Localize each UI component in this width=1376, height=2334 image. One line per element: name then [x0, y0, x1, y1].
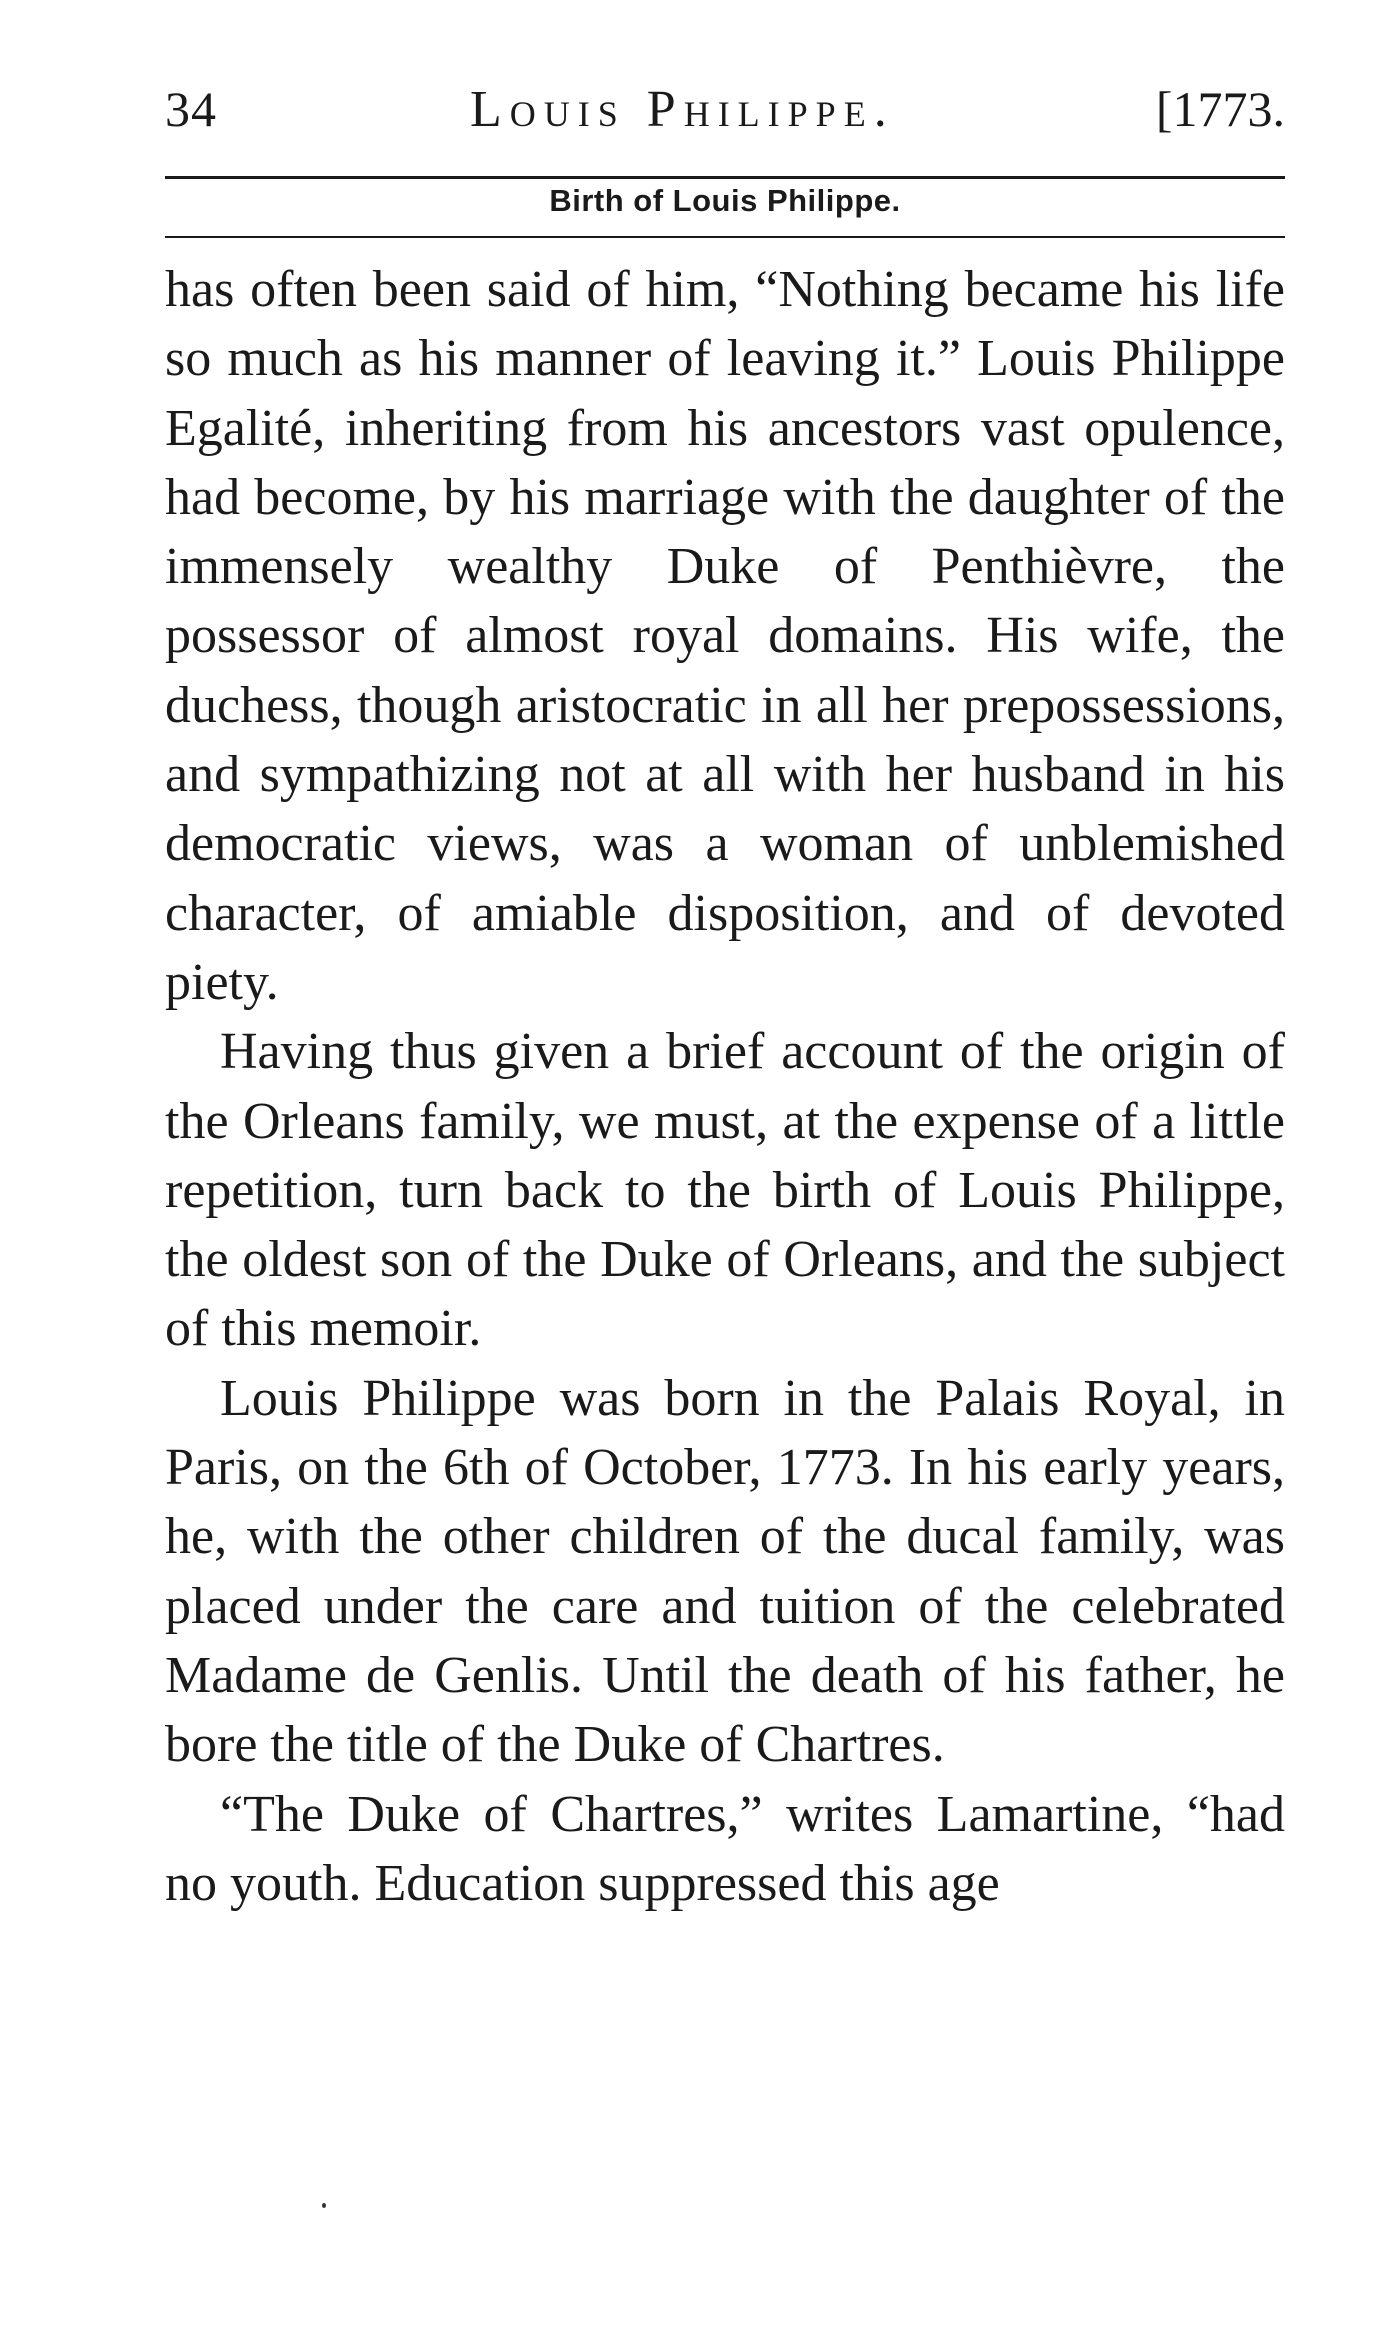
header-rule-bottom: [165, 236, 1285, 238]
paragraph: “The Duke of Chartres,” writes Lamartine, “had no youth. Education suppressed this age: [165, 1785, 1285, 1912]
paragraph: Louis Philippe was born in the Palais Royal, in Paris, on the 6th of October, 1773. In his early years, he, with the other children of the ducal family, was placed under the care and tuition of the celebrated Madame de Genlis. Until the death of his father, he bore the title of the Duke of Chartres.: [165, 1369, 1285, 1774]
header-rule-top: [165, 176, 1285, 179]
running-head: [165, 80, 1285, 150]
header-year: [1773.: [1155, 81, 1285, 137]
print-speck: [322, 2203, 326, 2208]
paragraph-continued: has often been said of him, “Nothing became his life so much as his manner of leaving it.” Louis Philippe Egalité, inheriting from his ancestors vast opulence, had become, by his marriage with the daughter of the immensely wealthy Duke of Penthièvre, the possessor of almost royal domains. His wife, the duchess, though aristocratic in all her prepossessions, and sympathizing not at all with her husband in his democratic views, was a woman of unblemished character, of amiable disposition, and of devoted piety.: [165, 261, 1285, 1011]
body-text: [165, 255, 1285, 1918]
page-number: 34: [165, 81, 217, 137]
paragraph: Having thus given a brief account of the origin of the Orleans family, we must, at the expense of a little repetition, turn back to the birth of Louis Philippe, the oldest son of the Duke of Orleans, and the subject of this memoir.: [165, 1023, 1285, 1358]
book-title: Louis Philippe.: [470, 81, 895, 138]
section-heading: Birth of Louis Philippe.: [549, 183, 901, 218]
